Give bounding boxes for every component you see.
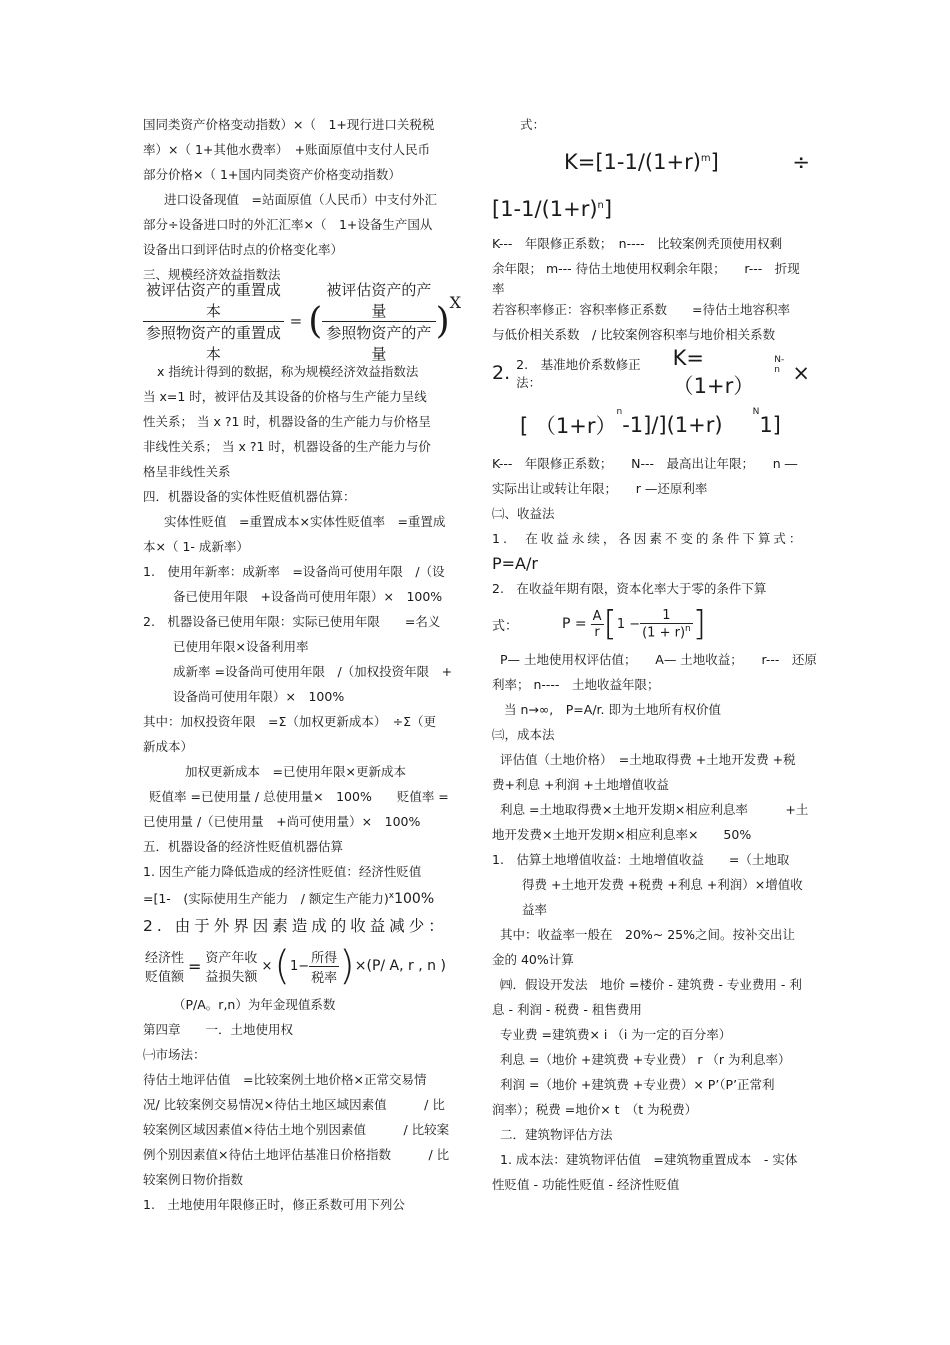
base-line2-left: [ （1+r） [520,414,617,438]
text-line: 益率 [522,902,548,917]
text-line: P— 土地使用权评估值； A— 土地收益； r--- 还原 [500,652,817,667]
right-column [492,112,817,1197]
open-paren: ( [274,943,290,990]
base-price-formula-line-2 [492,399,810,451]
list-item: 1. 土地使用年限修正时，修正系数可用下列公 [143,1197,405,1213]
section-heading: ㈡、收益法 [492,506,555,521]
base-line2-mid: -1]/](1+r) [622,413,723,437]
section-heading: ㈢，成本法 [492,727,555,742]
left-column [143,112,461,1217]
text-line: 已使用年限×设备利用率 [173,639,309,654]
text-line: 式： [520,117,546,132]
close-bracket: ] [692,604,707,644]
close-paren: ) [339,943,355,990]
superscript-n-minus-n: N-n [774,355,785,375]
text-line: 得费 +土地开发费 +税费 +利息 +利润）×增值收 [522,877,803,892]
r-denominator: r [594,624,600,640]
lhs-denominator: 参照物资产的重置成本 [145,323,281,363]
k-formula-part [492,197,612,221]
a-over-r [591,609,604,640]
text-span: =[1- (实际使用生产能力 / 额定生产能力) [143,891,389,907]
discount-denominator [640,624,693,640]
times-sign: × [792,361,810,385]
scale-economy-formula [143,280,461,363]
text-line: 余年限； m--- 待估土地使用权剩余年限； r--- 折现 [492,261,800,276]
text-line: 较案例日物价指数 [143,1172,244,1188]
text-line: 实体性贬值 =重置成本×实体性贬值率 =重置成 [164,514,446,529]
text-line: 其中：收益率一般在 20%~ 25%之间。按补交出让 [500,927,796,942]
text-line: 评估值（土地价格） =土地取得费 +土地开发费 +税 [500,752,796,767]
superscript-m: m [700,153,711,164]
text-line [143,884,461,912]
superscript: x [388,891,395,901]
text-line: 加权更新成本 =已使用年限×更新成本 [185,764,406,779]
section-heading: 五．机器设备的经济性贬值机器估算 [143,839,344,854]
lhs-numerator: 被评估资产的重置成本 [143,279,284,322]
divide-sign: ÷ [792,150,810,174]
text-line: 1. 因生产能力降低造成的经济性贬值：经济性贬值 [143,864,422,879]
text-line: 利润 =（地价 +建筑费 +专业费）× P’（P’正常利 [500,1077,775,1092]
text-line: 成新率 =设备尚可使用年限 /（加权投资年限 + [173,664,453,679]
text-line: 本×（ 1- 成新率） [143,539,249,554]
times-sign: × [261,958,273,974]
text-span: 100% [394,891,435,908]
text-line: 2. 在收益年期有限，资本化率大于零的条件下算 [492,581,767,596]
section-heading: ㈣．假设开发法 地价 =楼价 - 建筑费 - 专业费用 - 利 [500,977,802,992]
text-line: 待估土地评估值 =比较案例土地价格×正常交易情 [143,1072,427,1088]
text-line: K--- 年限修正系数； N--- 最高出让年限； n ― [492,456,798,471]
text-line: 若容积率修正：容积率修正系数 =待估土地容积率 [492,302,790,317]
text-line: 当 n→∞, P=A/r. 即为土地所有权价值 [504,702,721,717]
superscript-N: N [752,407,760,417]
text-line: 润率）；税费 =地价× t （t 为税费） [492,1102,698,1117]
annuity-factor: ×(P/ A, r , n ) [354,958,446,975]
base-line2-end: 1] [759,413,781,437]
text-line: 部分价格×（ 1+国内同类资产价格变动指数） [143,167,401,182]
formula-line: P=A/r [492,554,538,573]
text-line: 性贬值 - 功能性贬值 - 经济性贬值 [492,1177,680,1192]
k2-left: [1-1/(1+r) [492,197,598,221]
economic-depreciation-formula [143,940,461,992]
text-line: 实际出让或转让年限； r —还原利率 [492,481,708,496]
list-item: 2. 机器设备已使用年限：实际已使用年限 =名义 [143,614,441,629]
text-line: ㈠市场法： [143,1047,206,1063]
text-line: 国同类资产价格变动指数）×（ 1+现行进口关税税 [143,117,435,132]
close-paren: ) [435,300,450,342]
k-right-bracket: ] [710,150,719,174]
lhs-top: 经济性 [145,951,185,967]
text-line: 部分÷设备进口时的外汇汇率×（ 1+设备生产国从 [143,217,433,232]
k-formula-line-2 [492,187,810,231]
text-line: 非线性关系； 当 x ?1 时，机器设备的生产能力与价 [143,439,431,454]
discount-fraction [640,608,693,640]
chapter-heading: 第四章 一．土地使用权 [143,1022,294,1038]
text-line: 费+利息 +利润 +土地增值收益 [492,777,669,792]
tax-denominator: 税率 [311,970,338,986]
text-line: K--- 年限修正系数； n---- 比较案例秃顶使用权剩 [492,236,783,251]
discount-numerator: 1 [640,608,693,624]
k2-right-bracket: ] [603,197,613,221]
text-line: 例个别因素值×待估土地评估基准日价格指数 / 比 [143,1147,450,1163]
lhs-fraction [143,279,284,364]
mid-label [203,947,259,985]
text-line: 地开发费×土地开发期×相应利息率× 50% [492,827,752,842]
text-line: 利息 =土地取得费×土地开发期×相应利息率 +土 [500,802,809,817]
section-heading: 四．机器设备的实体性贬值机器估算： [143,489,356,504]
tax-numerator: 所得 [309,947,339,967]
exponent-x: X [449,293,461,312]
text-line: 进口设备现值 =站面原值（人民币）中支付外汇 [164,192,437,207]
text-line: 况/ 比较案例交易情况×待估土地区域因素值 / 比 [143,1097,445,1113]
superscript-n: n [685,623,691,634]
text-line: 利率； n---- 土地收益年限； [492,677,660,692]
text-line: 设备出口到评估时点的价格变化率） [143,242,344,257]
equals-sign: = [289,312,303,330]
rhs-numerator: 被评估资产的产量 [322,279,435,322]
superscript-n: n [597,200,604,211]
text-line: 2. 由于外界因素造成的收益减少： [143,917,448,936]
base-title-num: 2. [492,362,511,384]
p-equals: P = [562,616,587,632]
text-line: 备已使用年限 +设备尚可使用年限）× 100% [173,589,443,604]
text-line: 新成本） [143,739,194,754]
base-k: K=（1+r） [672,346,755,398]
text-span: 式： [492,618,519,634]
text-line: 率 [492,281,505,296]
superscript-n: n [616,407,623,417]
base-price-formula-line-1 [492,347,810,399]
text-line: （P/A。r,n）为年金现值系数 [173,997,336,1013]
section-heading: 二．建筑物评估方法 [500,1127,613,1142]
k-formula-line-1 [492,137,810,187]
tax-fraction [309,947,339,986]
k-left: K=[1-1/(1+r) [564,150,701,174]
k-formula-part [564,150,719,174]
rhs-denominator: 参照物资产的产量 [326,323,432,363]
text-line: 1. 在收益永续，各因素不变的条件下算式： [492,531,805,546]
mid-top: 资产年收 [205,951,258,967]
text-line: 1. 成本法：建筑物评估值 =建筑物重置成本 - 实体 [500,1152,798,1167]
lhs-label [143,947,186,985]
text-line: 利息 =（地价 +建筑费 +专业费） r （r 为利息率） [500,1052,791,1067]
open-bracket: [ [603,604,617,644]
rhs-fraction [322,279,435,364]
one-minus: 1− [289,958,310,974]
text-line: x 指统计得到的数据，称为规模经济效益指数法 [157,364,419,379]
list-item: 1. 使用年新率：成新率 =设备尚可使用年限 /（设 [143,564,445,579]
text-line: 设备尚可使用年限）× 100% [173,689,345,704]
finite-income-formula [492,601,810,647]
a-numerator: A [592,608,602,624]
text-line: 专业费 =建筑费× i （i 为一定的百分率） [500,1027,732,1042]
equals-sign: = [188,956,202,976]
text-line: 其中：加权投资年限 =Σ（加权更新成本） ÷Σ（更 [143,714,436,729]
den-text: (1 + r) [642,625,686,641]
text-line: 与低价相关系数 / 比较案例容积率与地价相关系数 [492,327,776,342]
text-line: 格呈非线性关系 [143,464,231,479]
text-line: 贬值率 =已使用量 / 总使用量× 100% 贬值率 = [149,789,449,804]
text-line: 率）×（ 1+其他水费率） +账面原值中支付人民币 [143,142,431,157]
text-line: 息 - 利润 - 税费 - 租售费用 [492,1002,642,1017]
lhs-bottom: 贬值额 [145,970,185,986]
text-line: 当 x=1 时，被评估及其设备的价格与生产能力呈线 [143,389,427,404]
text-line: 性关系； 当 x ?1 时，机器设备的生产能力与价格呈 [143,414,431,429]
open-paren: ( [308,300,323,342]
list-item: 1. 估算土地增值收益：土地增值收益 =（土地取 [492,852,790,867]
text-line: 较案例区域因素值×待估土地个别因素值 / 比较案 [143,1122,450,1138]
text-line: 已使用量 /（已使用量 +尚可使用量）× 100% [143,814,421,829]
base-title: 2. 基准地价系数修正法： [516,357,641,390]
mid-bottom: 益损失额 [205,970,258,986]
section-heading: 三、规模经济效益指数法 [143,267,281,282]
text-line: 金的 40%计算 [492,952,574,967]
one-minus: 1 − [616,616,641,632]
